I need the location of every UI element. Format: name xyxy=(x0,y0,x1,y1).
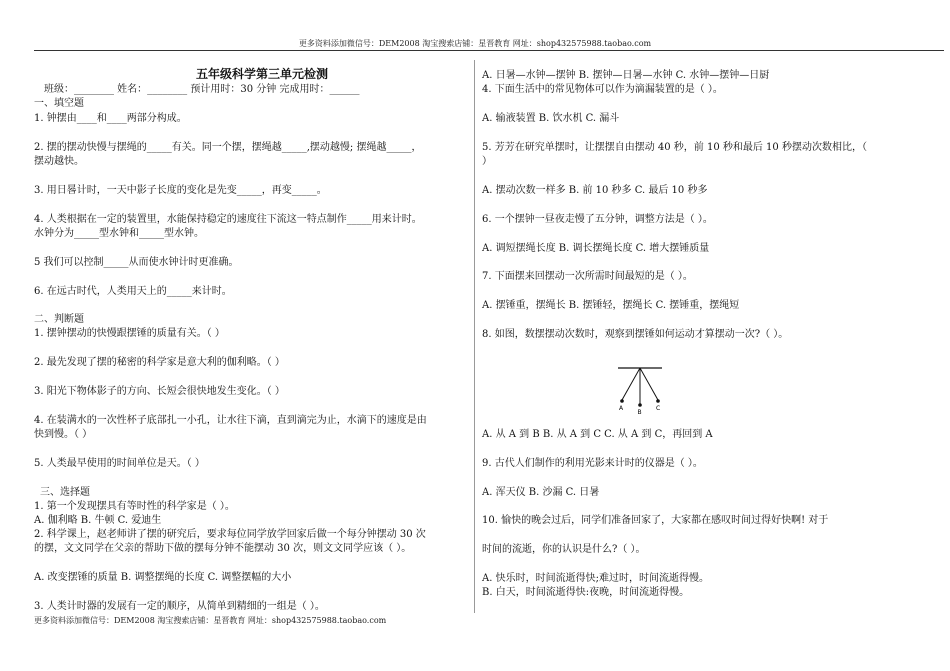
choice-q2: 2. 科学课上，赵老师讲了摆的研究后，要求每位同学放学回家后做一个每分钟摆动 30 次 xyxy=(34,529,426,540)
pendulum-diagram xyxy=(610,366,670,416)
fill-q2: 2. 摆的摆动快慢与摆绳的_____有关。同一个摆，摆绳越_____,摆动越慢; 摆绳越_____， xyxy=(34,142,422,153)
pendulum-bob-a xyxy=(620,399,624,403)
fill-q2-cont: 摆动越快。 xyxy=(34,156,84,167)
choice-q2-options: A. 改变摆锤的质量 B. 调整摆绳的长度 C. 调整摆幅的大小 xyxy=(34,572,292,583)
diagram-label-b: B xyxy=(637,409,642,416)
section-fill-heading: 一、填空题 xyxy=(34,98,84,109)
choice-q5-options: A. 摆动次数一样多 B. 前 10 秒多 C. 最后 10 秒多 xyxy=(482,185,708,196)
fill-q6: 6. 在远古时代，人类用天上的_____来计时。 xyxy=(34,286,232,297)
choice-q3: 3. 人类计时器的发展有一定的顺序，从简单到精细的一组是（ ）。 xyxy=(34,601,325,612)
header-rule xyxy=(34,50,944,51)
choice-q3-options: A. 日暑—水钟—摆钟 B. 摆钟—日暑—水钟 C. 水钟—摆钟—日厨 xyxy=(482,70,770,81)
judge-q4: 4. 在装满水的一次性杯子底部扎一小孔，让水往下滴，直到滴完为止，水滴下的速度是由 xyxy=(34,415,427,426)
choice-q7-options: A. 摆锤重，摆绳长 B. 摆锤轻，摆绳长 C. 摆锤重，摆绳短 xyxy=(482,300,740,311)
judge-q5: 5. 人类最早使用的时间单位是天。（ ） xyxy=(34,458,205,469)
judge-q1: 1. 摆钟摆动的快慢跟摆锤的质量有关。（ ） xyxy=(34,328,225,339)
diagram-label-a: A xyxy=(619,405,624,412)
page-title: 五年级科学第三单元检测 xyxy=(196,67,329,81)
choice-q6-options: A. 调短摆绳长度 B. 调长摆绳长度 C. 增大摆锤质量 xyxy=(482,243,710,254)
judge-q2: 2. 最先发现了摆的秘密的科学家是意大利的伽利略。（ ） xyxy=(34,357,285,368)
section-choice-heading: 三、选择题 xyxy=(40,487,90,498)
choice-q8-options: A. 从 A 到 B B. 从 A 到 C C. 从 A 到 C，再回到 A xyxy=(482,429,713,440)
choice-q9-options: A. 浑天仪 B. 沙漏 C. 日暑 xyxy=(482,487,600,498)
pendulum-string-a xyxy=(622,368,640,400)
fill-q4: 4. 人类根据在一定的装置里，水能保持稳定的速度往下流这一特点制作_____用来计时。 xyxy=(34,214,422,225)
choice-q1: 1. 第一个发现摆具有等时性的科学家是（ ）。 xyxy=(34,501,235,512)
choice-q4-options: A. 输液装置 B. 饮水机 C. 漏斗 xyxy=(482,113,620,124)
pendulum-string-c xyxy=(640,368,658,400)
choice-q10-option-b: B. 白天，时间流逝得快:夜晚，时间流逝得慢。 xyxy=(482,587,690,598)
judge-q4-cont: 快到慢。（ ） xyxy=(34,429,93,440)
pendulum-bob-b xyxy=(638,403,642,407)
pendulum-bob-c xyxy=(656,399,660,403)
choice-q10-option-a: A. 快乐时，时间流逝得快;难过时，时间流逝得慢。 xyxy=(482,573,709,584)
choice-q9: 9. 古代人们制作的利用光影来计时的仪器是（ ）。 xyxy=(482,458,703,469)
fill-q4-cont: 水钟分为_____型水钟和_____型水钟。 xyxy=(34,228,204,239)
footer-note: 更多资料添加微信号：DEM2008 淘宝搜索店铺：星晋教育 网址：shop432575988.taobao.com xyxy=(34,616,387,625)
section-judge-heading: 二、判断题 xyxy=(34,314,84,325)
fill-q5: 5 我们可以控制_____从而使水钟计时更准确。 xyxy=(34,257,239,268)
choice-q10: 10. 愉快的晚会过后，同学们准备回家了，大家都在感叹时间过得好快啊! 对于 xyxy=(482,515,829,526)
fill-q1: 1. 钟摆由____和____两部分构成。 xyxy=(34,113,187,124)
diagram-label-c: C xyxy=(656,405,661,412)
choice-q1-options: A. 伽利略 B. 牛顿 C. 爱迪生 xyxy=(34,515,162,526)
student-info-line: 班级：________ 姓名：________ 预计用时：30 分钟 完成用时：______ xyxy=(44,84,360,95)
fill-q3: 3. 用日晷计时，一天中影子长度的变化是先变_____，再变_____。 xyxy=(34,185,327,196)
choice-q10-cont: 时间的流逝，你的认识是什么?（ ）。 xyxy=(482,544,646,555)
choice-q5-cont: ） xyxy=(482,156,492,167)
choice-q5: 5. 芳芳在研究单摆时，让摆摆自由摆动 40 秒，前 10 秒和最后 10 秒摆动次数相比，（ xyxy=(482,142,867,153)
choice-q2-cont: 的摆，文文同学在父亲的帮助下做的摆每分钟不能摆动 30 次，则文文同学应该（ ）。 xyxy=(34,543,412,554)
judge-q3: 3. 阳光下物体影子的方向、长短会很快地发生变化。（ ） xyxy=(34,386,285,397)
header-note: 更多资料添加微信号：DEM2008 淘宝搜索店铺：星晋教育 网址：shop432575988.taobao.com xyxy=(298,39,652,48)
choice-q8: 8. 如图，数摆摆动次数时，观察到摆锤如何运动才算摆动一次?（ ）。 xyxy=(482,329,789,340)
choice-q6: 6. 一个摆钟一昼夜走慢了五分钟，调整方法是（ ）。 xyxy=(482,214,713,225)
choice-q7: 7. 下面摆来回摆动一次所需时间最短的是（ ）。 xyxy=(482,271,693,282)
column-divider xyxy=(474,60,475,613)
choice-q4: 4. 下面生活中的常见物体可以作为滴漏装置的是（ ）。 xyxy=(482,84,723,95)
